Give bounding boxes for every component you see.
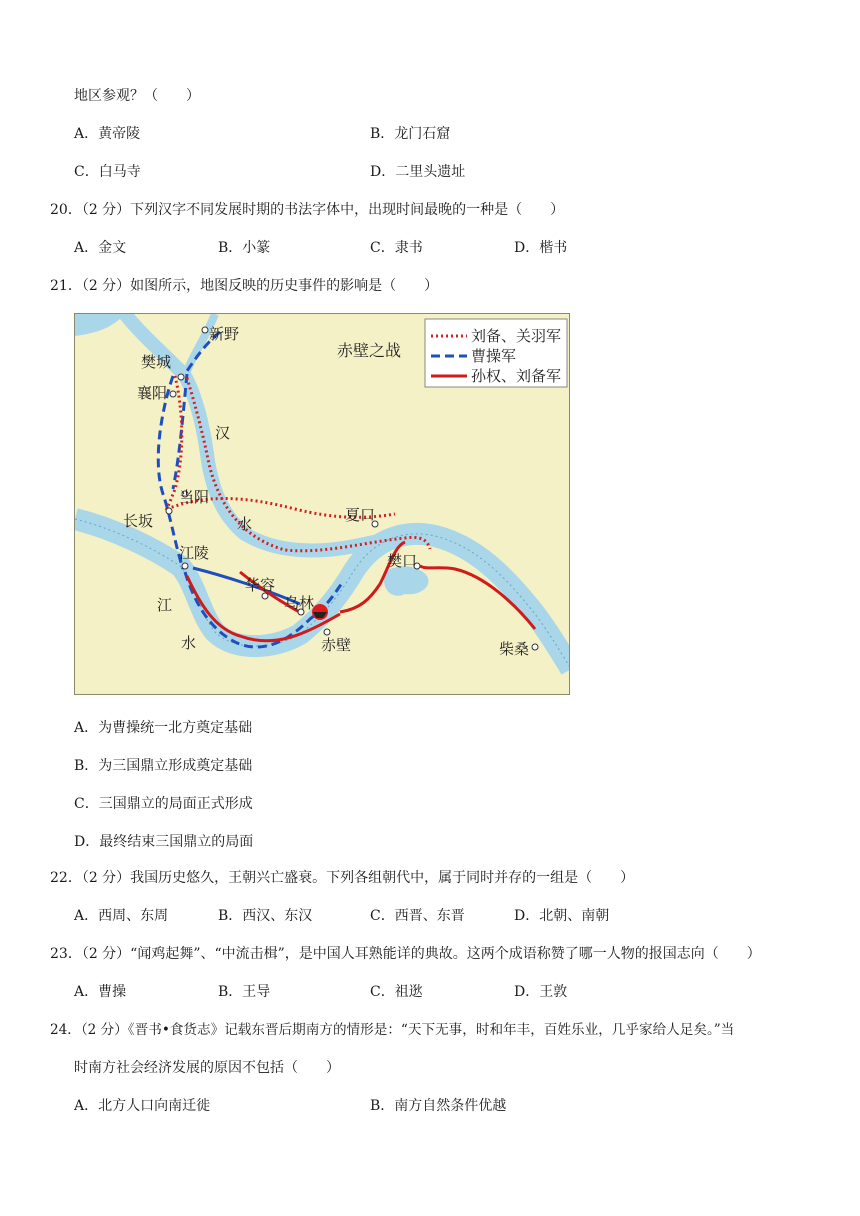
place-fankou: 樊口 [387, 553, 418, 570]
q19-option-c: C．白马寺 [74, 164, 141, 180]
q21-option-c: C．三国鼎立的局面正式形成 [74, 796, 253, 812]
place-huarong: 华容 [245, 577, 276, 594]
q22-stem: 22．（2 分）我国历史悠久，王朝兴亡盛衰。下列各组朝代中，属于同时并存的一组是（ ） [50, 870, 635, 886]
q20-stem: 20．（2 分）下列汉字不同发展时期的书法字体中，出现时间最晚的一种是（ ） [50, 202, 565, 218]
q19-option-b: B．龙门石窟 [370, 126, 451, 142]
battle-of-chibi-map [74, 313, 570, 695]
q22-option-a: A．西周、东周 [74, 908, 169, 924]
q23-option-d: D．王敦 [514, 984, 568, 1000]
q19-stem-tail: 地区参观？（ ） [74, 88, 200, 104]
river-label-shui-2: 水 [181, 635, 197, 652]
place-xiangyang: 襄阳 [137, 385, 168, 402]
q21-stem: 21．（2 分）如图所示，地图反映的历史事件的影响是（ ） [50, 278, 439, 294]
place-jiangling: 江陵 [179, 545, 210, 562]
q20-option-a: A．金文 [74, 240, 127, 256]
place-dangyang: 当阳 [179, 489, 210, 506]
q21-option-a: A．为曹操统一北方奠定基础 [74, 720, 253, 736]
place-chaisang: 柴桑 [499, 641, 530, 658]
q23-stem: 23．（2 分）“闻鸡起舞”、“中流击楫”，是中国人耳熟能详的典故。这两个成语称赞了哪一人物的报国志向（ ） [50, 946, 761, 962]
place-fancheng: 樊城 [141, 354, 172, 371]
q19-option-a: A．黄帝陵 [74, 126, 141, 142]
river-label-han: 汉 [215, 425, 231, 442]
q22-option-b: B．西汉、东汉 [218, 908, 313, 924]
legend-sun-liu: 孙权、刘备军 [471, 368, 562, 385]
map-title: 赤壁之战 [337, 343, 402, 360]
q24-option-b: B．南方自然条件优越 [370, 1098, 507, 1114]
q22-option-d: D．北朝、南朝 [514, 908, 610, 924]
place-xiakou: 夏口 [345, 507, 376, 524]
q24-option-a: A．北方人口向南迁徙 [74, 1098, 211, 1114]
legend-cao: 曹操军 [471, 348, 517, 365]
q24-stem-line1: 24．（2 分）《晋书•食货志》记载东晋后期南方的情形是：“天下无事，时和年丰，百姓乐业，几乎家给人足矣。”当 [50, 1022, 735, 1038]
q20-option-b: B．小篆 [218, 240, 271, 256]
q21-option-d: D．最终结束三国鼎立的局面 [74, 834, 254, 850]
river-label-shui-1: 水 [237, 516, 253, 533]
place-wulin: 乌林 [284, 595, 315, 612]
q23-option-a: A．曹操 [74, 984, 127, 1000]
q24-stem-line2: 时南方社会经济发展的原因不包括（ ） [74, 1060, 340, 1076]
q22-option-c: C．西晋、东晋 [370, 908, 465, 924]
place-chibi: 赤壁 [321, 637, 352, 654]
river-label-jiang: 江 [157, 597, 173, 614]
place-changban: 长坂 [123, 513, 154, 530]
q23-option-b: B．王导 [218, 984, 271, 1000]
q19-option-d: D．二里头遗址 [370, 164, 466, 180]
q23-option-c: C．祖逖 [370, 984, 423, 1000]
q20-option-c: C．隶书 [370, 240, 423, 256]
legend-liu-guan: 刘备、关羽军 [471, 328, 562, 345]
place-xinye: 新野 [209, 326, 240, 343]
q21-option-b: B．为三国鼎立形成奠定基础 [74, 758, 253, 774]
q20-option-d: D．楷书 [514, 240, 568, 256]
